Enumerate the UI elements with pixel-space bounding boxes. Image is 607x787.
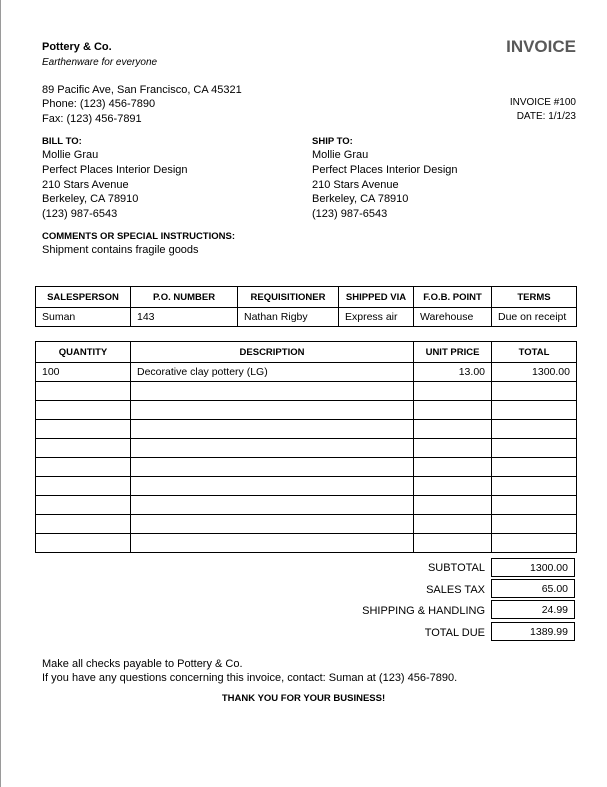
table-row (36, 420, 577, 439)
order-info-table (35, 286, 577, 327)
item-description: Decorative clay pottery (LG) (131, 363, 414, 382)
bill-to-company: Perfect Places Interior Design (42, 164, 188, 176)
shipping-value: 24.99 (491, 600, 575, 619)
table-row (36, 458, 577, 477)
table-row (36, 439, 577, 458)
company-phone: Phone: (123) 456-7890 (42, 98, 156, 110)
order-header-shipped-via: SHIPPED VIA (339, 287, 414, 308)
table-row (36, 496, 577, 515)
ship-to-street: 210 Stars Avenue (312, 179, 399, 191)
order-header-po-number: P.O. NUMBER (131, 287, 238, 308)
company-name: Pottery & Co. (42, 41, 112, 53)
item-unit-price: 13.00 (414, 363, 492, 382)
item-total: 1300.00 (492, 363, 577, 382)
order-shipped-via: Express air (339, 308, 414, 327)
table-row (36, 382, 577, 401)
line-items-table (35, 341, 577, 553)
total-due-value: 1389.99 (491, 622, 575, 641)
table-row (36, 363, 577, 382)
order-header-salesperson: SALESPERSON (36, 287, 131, 308)
comments-heading: COMMENTS OR SPECIAL INSTRUCTIONS: (42, 231, 235, 242)
invoice-date: DATE: 1/1/23 (516, 111, 576, 122)
order-header-terms: TERMS (492, 287, 577, 308)
invoice-number: INVOICE #100 (509, 97, 576, 108)
ship-to-heading: SHIP TO: (312, 136, 353, 147)
company-address: 89 Pacific Ave, San Francisco, CA 45321 (42, 84, 242, 96)
subtotal-label: SUBTOTAL (427, 562, 485, 574)
comments-text: Shipment contains fragile goods (42, 244, 199, 256)
payable-note: Make all checks payable to Pottery & Co. (42, 658, 243, 670)
invoice-title: INVOICE (506, 37, 576, 56)
item-quantity: 100 (36, 363, 131, 382)
items-header-unit-price: UNIT PRICE (414, 342, 492, 363)
page-edge (0, 0, 1, 787)
items-header-quantity: QUANTITY (36, 342, 131, 363)
bill-to-city: Berkeley, CA 78910 (42, 193, 139, 205)
ship-to-phone: (123) 987-6543 (312, 208, 388, 220)
sales-tax-label: SALES TAX (426, 584, 485, 596)
total-due-label: TOTAL DUE (424, 627, 485, 639)
order-salesperson: Suman (36, 308, 131, 327)
shipping-label: SHIPPING & HANDLING (362, 605, 485, 617)
subtotal-value: 1300.00 (491, 558, 575, 577)
thank-you-note: THANK YOU FOR YOUR BUSINESS! (221, 693, 386, 704)
order-header-requisitioner: REQUISITIONER (238, 287, 339, 308)
order-terms: Due on receipt (492, 308, 577, 327)
contact-note: If you have any questions concerning this invoice, contact: Suman at (123) 456-7890. (42, 672, 458, 684)
order-po-number: 143 (131, 308, 238, 327)
bill-to-heading: BILL TO: (42, 136, 82, 147)
ship-to-name: Mollie Grau (312, 149, 369, 161)
company-fax: Fax: (123) 456-7891 (42, 113, 142, 125)
table-row (36, 477, 577, 496)
bill-to-name: Mollie Grau (42, 149, 99, 161)
order-header-fob-point: F.O.B. POINT (414, 287, 492, 308)
order-fob-point: Warehouse (414, 308, 492, 327)
sales-tax-value: 65.00 (491, 579, 575, 598)
ship-to-city: Berkeley, CA 78910 (312, 193, 409, 205)
table-row (36, 401, 577, 420)
items-header-description: DESCRIPTION (131, 342, 414, 363)
table-row (36, 515, 577, 534)
order-requisitioner: Nathan Rigby (238, 308, 339, 327)
items-header-total: TOTAL (492, 342, 577, 363)
company-tagline: Earthenware for everyone (42, 57, 158, 68)
bill-to-street: 210 Stars Avenue (42, 179, 129, 191)
bill-to-phone: (123) 987-6543 (42, 208, 118, 220)
ship-to-company: Perfect Places Interior Design (312, 164, 458, 176)
table-row (36, 534, 577, 553)
